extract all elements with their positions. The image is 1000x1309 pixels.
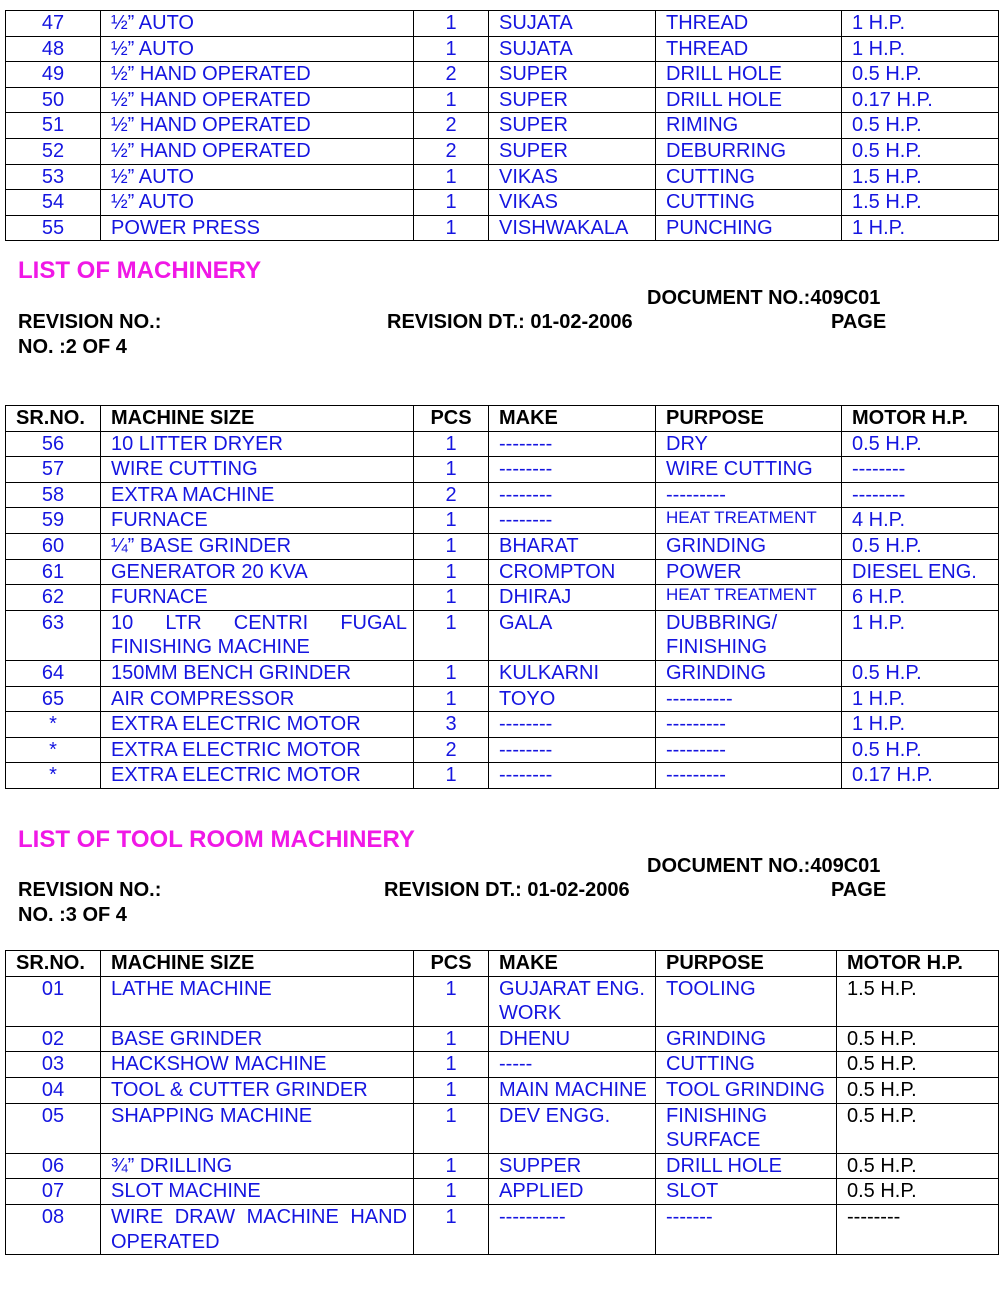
machinery-table-continued xyxy=(5,10,999,241)
cell-motor-hp: 1 H.P. xyxy=(842,712,999,738)
cell-motor-hp: 0.5 H.P. xyxy=(837,1179,999,1205)
page-label: PAGE xyxy=(831,879,887,901)
cell-motor-hp: -------- xyxy=(842,482,999,508)
cell-purpose: FINISHING SURFACE xyxy=(656,1103,837,1153)
cell-motor-hp: 0.5 H.P. xyxy=(837,1077,999,1103)
cell-make: GALA xyxy=(489,610,656,660)
cell-purpose: GRINDING xyxy=(656,1026,837,1052)
cell-sr-no: 65 xyxy=(6,686,101,712)
cell-sr-no: 64 xyxy=(6,660,101,686)
header-purpose: PURPOSE xyxy=(656,951,837,977)
cell-make: GUJARAT ENG. WORK xyxy=(489,976,656,1026)
cell-pcs: 1 xyxy=(414,1204,489,1254)
cell-motor-hp: -------- xyxy=(842,457,999,483)
cell-pcs: 1 xyxy=(414,215,489,241)
table-row xyxy=(6,737,999,763)
cell-make: SUPER xyxy=(489,87,656,113)
cell-pcs: 2 xyxy=(414,62,489,88)
cell-purpose: THREAD xyxy=(656,36,842,62)
header-pcs: PCS xyxy=(414,406,489,432)
cell-machine-size: AIR COMPRESSOR xyxy=(101,686,414,712)
section-title-tool-room: LIST OF TOOL ROOM MACHINERY xyxy=(18,826,415,853)
cell-pcs: 2 xyxy=(414,737,489,763)
cell-motor-hp: 0.17 H.P. xyxy=(842,763,999,789)
cell-motor-hp: 0.5 H.P. xyxy=(842,431,999,457)
cell-machine-size: ¾” DRILLING xyxy=(101,1153,414,1179)
cell-pcs: 1 xyxy=(414,686,489,712)
cell-pcs: 1 xyxy=(414,190,489,216)
cell-machine-size: ½” AUTO xyxy=(101,36,414,62)
cell-sr-no: 03 xyxy=(6,1052,101,1078)
cell-make: SUPER xyxy=(489,113,656,139)
revision-number: REVISION NO.: xyxy=(18,879,162,901)
cell-make: DEV ENGG. xyxy=(489,1103,656,1153)
cell-purpose: --------- xyxy=(656,763,842,789)
header-machine-size: MACHINE SIZE xyxy=(101,406,414,432)
cell-pcs: 1 xyxy=(414,1052,489,1078)
cell-sr-no: 07 xyxy=(6,1179,101,1205)
cell-make: APPLIED xyxy=(489,1179,656,1205)
cell-sr-no: 55 xyxy=(6,215,101,241)
cell-purpose: CUTTING xyxy=(656,1052,837,1078)
cell-sr-no: 51 xyxy=(6,113,101,139)
table-row xyxy=(6,585,999,611)
cell-make: -------- xyxy=(489,508,656,534)
cell-machine-size: ½” HAND OPERATED xyxy=(101,87,414,113)
cell-sr-no: 59 xyxy=(6,508,101,534)
cell-purpose: SLOT xyxy=(656,1179,837,1205)
header-sr-no: SR.NO. xyxy=(6,951,101,977)
cell-sr-no: 56 xyxy=(6,431,101,457)
cell-machine-size: BASE GRINDER xyxy=(101,1026,414,1052)
revision-number: REVISION NO.: xyxy=(18,311,162,333)
cell-sr-no: 53 xyxy=(6,164,101,190)
cell-purpose: GRINDING xyxy=(656,533,842,559)
table-row xyxy=(6,62,999,88)
table-row xyxy=(6,976,999,1026)
table-row xyxy=(6,1153,999,1179)
table-row xyxy=(6,190,999,216)
cell-make: SUJATA xyxy=(489,36,656,62)
cell-machine-size: EXTRA MACHINE xyxy=(101,482,414,508)
cell-machine-size: FURNACE xyxy=(101,585,414,611)
cell-machine-size: 10 LITTER DRYER xyxy=(101,431,414,457)
cell-sr-no: 47 xyxy=(6,11,101,37)
cell-sr-no: * xyxy=(6,737,101,763)
cell-pcs: 1 xyxy=(414,87,489,113)
cell-purpose: POWER xyxy=(656,559,842,585)
table-row xyxy=(6,87,999,113)
cell-make: SUPPER xyxy=(489,1153,656,1179)
cell-motor-hp: 1 H.P. xyxy=(842,610,999,660)
machinery-table xyxy=(5,405,999,789)
cell-sr-no: 05 xyxy=(6,1103,101,1153)
cell-motor-hp: DIESEL ENG. xyxy=(842,559,999,585)
header-purpose: PURPOSE xyxy=(656,406,842,432)
cell-sr-no: 04 xyxy=(6,1077,101,1103)
cell-make: VIKAS xyxy=(489,164,656,190)
header-pcs: PCS xyxy=(414,951,489,977)
cell-pcs: 2 xyxy=(414,113,489,139)
cell-sr-no: 48 xyxy=(6,36,101,62)
cell-sr-no: 01 xyxy=(6,976,101,1026)
header-motor-hp: MOTOR H.P. xyxy=(842,406,999,432)
cell-sr-no: 52 xyxy=(6,138,101,164)
table-row xyxy=(6,164,999,190)
cell-make: CROMPTON xyxy=(489,559,656,585)
cell-purpose: --------- xyxy=(656,737,842,763)
cell-motor-hp: 0.5 H.P. xyxy=(842,737,999,763)
cell-pcs: 2 xyxy=(414,482,489,508)
cell-machine-size: FURNACE xyxy=(101,508,414,534)
cell-sr-no: 62 xyxy=(6,585,101,611)
cell-purpose: PUNCHING xyxy=(656,215,842,241)
revision-date: REVISION DT.: 01-02-2006 xyxy=(384,879,630,901)
cell-pcs: 1 xyxy=(414,431,489,457)
cell-make: -------- xyxy=(489,737,656,763)
cell-motor-hp: 0.5 H.P. xyxy=(842,138,999,164)
cell-make: ---------- xyxy=(489,1204,656,1254)
cell-make: DHIRAJ xyxy=(489,585,656,611)
table-row xyxy=(6,1026,999,1052)
cell-sr-no: 57 xyxy=(6,457,101,483)
cell-motor-hp: 0.5 H.P. xyxy=(837,1103,999,1153)
table-header-row xyxy=(6,406,999,432)
document-number: DOCUMENT NO.:409C01 xyxy=(647,287,881,309)
cell-sr-no: 61 xyxy=(6,559,101,585)
header-machine-size: MACHINE SIZE xyxy=(101,951,414,977)
cell-make: -------- xyxy=(489,431,656,457)
cell-motor-hp: 1 H.P. xyxy=(842,215,999,241)
table-row xyxy=(6,11,999,37)
cell-machine-size: 150MM BENCH GRINDER xyxy=(101,660,414,686)
cell-machine-size: TOOL & CUTTER GRINDER xyxy=(101,1077,414,1103)
cell-make: -------- xyxy=(489,763,656,789)
cell-motor-hp: 1.5 H.P. xyxy=(842,164,999,190)
cell-purpose: TOOL GRINDING xyxy=(656,1077,837,1103)
header-sr-no: SR.NO. xyxy=(6,406,101,432)
cell-make: VISHWAKALA xyxy=(489,215,656,241)
table-row xyxy=(6,113,999,139)
table-row xyxy=(6,431,999,457)
document-number: DOCUMENT NO.:409C01 xyxy=(647,855,881,877)
revision-date: REVISION DT.: 01-02-2006 xyxy=(387,311,633,333)
cell-purpose: CUTTING xyxy=(656,164,842,190)
cell-machine-size: ½” HAND OPERATED xyxy=(101,138,414,164)
cell-motor-hp: 0.17 H.P. xyxy=(842,87,999,113)
cell-sr-no: 02 xyxy=(6,1026,101,1052)
cell-motor-hp: 0.5 H.P. xyxy=(837,1052,999,1078)
tool-room-table xyxy=(5,950,999,1255)
cell-motor-hp: 0.5 H.P. xyxy=(837,1026,999,1052)
table-row xyxy=(6,610,999,660)
cell-machine-size: ½” AUTO xyxy=(101,11,414,37)
cell-pcs: 1 xyxy=(414,660,489,686)
header-make: MAKE xyxy=(489,951,656,977)
cell-motor-hp: 1 H.P. xyxy=(842,686,999,712)
table-row xyxy=(6,508,999,534)
cell-purpose: ------- xyxy=(656,1204,837,1254)
cell-purpose: HEAT TREATMENT xyxy=(656,585,842,611)
cell-machine-size: ¼” BASE GRINDER xyxy=(101,533,414,559)
cell-motor-hp: 1.5 H.P. xyxy=(837,976,999,1026)
cell-purpose: DRILL HOLE xyxy=(656,87,842,113)
cell-motor-hp: 1 H.P. xyxy=(842,11,999,37)
cell-sr-no: 54 xyxy=(6,190,101,216)
cell-machine-size: ½” AUTO xyxy=(101,164,414,190)
cell-sr-no: * xyxy=(6,712,101,738)
cell-motor-hp: 4 H.P. xyxy=(842,508,999,534)
cell-purpose: DRILL HOLE xyxy=(656,1153,837,1179)
cell-motor-hp: 0.5 H.P. xyxy=(842,660,999,686)
header-motor-hp: MOTOR H.P. xyxy=(837,951,999,977)
cell-pcs: 1 xyxy=(414,1179,489,1205)
table-row xyxy=(6,660,999,686)
table-row xyxy=(6,1103,999,1153)
cell-sr-no: 08 xyxy=(6,1204,101,1254)
cell-make: TOYO xyxy=(489,686,656,712)
cell-pcs: 3 xyxy=(414,712,489,738)
cell-make: SUPER xyxy=(489,62,656,88)
table-row xyxy=(6,533,999,559)
cell-purpose: CUTTING xyxy=(656,190,842,216)
cell-machine-size: LATHE MACHINE xyxy=(101,976,414,1026)
section-title-machinery: LIST OF MACHINERY xyxy=(18,257,262,284)
cell-machine-size: WIRE DRAW MACHINE HAND OPERATED xyxy=(101,1204,414,1254)
page-label: PAGE xyxy=(831,311,887,333)
table-row xyxy=(6,482,999,508)
cell-purpose: DEBURRING xyxy=(656,138,842,164)
cell-pcs: 1 xyxy=(414,11,489,37)
table-row xyxy=(6,138,999,164)
table-row xyxy=(6,1204,999,1254)
cell-pcs: 1 xyxy=(414,36,489,62)
table-row xyxy=(6,1052,999,1078)
table-row xyxy=(6,215,999,241)
cell-pcs: 2 xyxy=(414,138,489,164)
cell-sr-no: * xyxy=(6,763,101,789)
cell-motor-hp: 1 H.P. xyxy=(842,36,999,62)
cell-motor-hp: -------- xyxy=(837,1204,999,1254)
cell-pcs: 1 xyxy=(414,585,489,611)
table-row xyxy=(6,1077,999,1103)
cell-sr-no: 60 xyxy=(6,533,101,559)
cell-machine-size: WIRE CUTTING xyxy=(101,457,414,483)
cell-purpose: GRINDING xyxy=(656,660,842,686)
cell-machine-size: POWER PRESS xyxy=(101,215,414,241)
cell-purpose: RIMING xyxy=(656,113,842,139)
cell-motor-hp: 6 H.P. xyxy=(842,585,999,611)
cell-purpose: DRY xyxy=(656,431,842,457)
cell-pcs: 1 xyxy=(414,1026,489,1052)
cell-make: BHARAT xyxy=(489,533,656,559)
cell-sr-no: 58 xyxy=(6,482,101,508)
cell-machine-size: EXTRA ELECTRIC MOTOR xyxy=(101,737,414,763)
table-row xyxy=(6,36,999,62)
cell-purpose: HEAT TREATMENT xyxy=(656,508,842,534)
cell-make: MAIN MACHINE xyxy=(489,1077,656,1103)
cell-machine-size: EXTRA ELECTRIC MOTOR xyxy=(101,763,414,789)
table-header-row xyxy=(6,951,999,977)
cell-make: DHENU xyxy=(489,1026,656,1052)
cell-purpose: WIRE CUTTING xyxy=(656,457,842,483)
cell-pcs: 1 xyxy=(414,559,489,585)
cell-purpose: ---------- xyxy=(656,686,842,712)
cell-motor-hp: 0.5 H.P. xyxy=(842,533,999,559)
cell-pcs: 1 xyxy=(414,164,489,190)
page-number: NO. :3 OF 4 xyxy=(18,904,127,926)
cell-pcs: 1 xyxy=(414,533,489,559)
cell-machine-size: ½” HAND OPERATED xyxy=(101,113,414,139)
cell-pcs: 1 xyxy=(414,1153,489,1179)
page-number: NO. :2 OF 4 xyxy=(18,336,127,358)
cell-sr-no: 50 xyxy=(6,87,101,113)
cell-machine-size: SLOT MACHINE xyxy=(101,1179,414,1205)
cell-pcs: 1 xyxy=(414,508,489,534)
cell-pcs: 1 xyxy=(414,610,489,660)
cell-make: SUPER xyxy=(489,138,656,164)
cell-machine-size: 10 LTR CENTRI FUGAL FINISHING MACHINE xyxy=(101,610,414,660)
cell-make: SUJATA xyxy=(489,11,656,37)
cell-sr-no: 06 xyxy=(6,1153,101,1179)
cell-machine-size: ½” HAND OPERATED xyxy=(101,62,414,88)
cell-make: -------- xyxy=(489,482,656,508)
cell-purpose: --------- xyxy=(656,712,842,738)
cell-pcs: 1 xyxy=(414,976,489,1026)
cell-purpose: DUBBRING/ FINISHING xyxy=(656,610,842,660)
cell-purpose: THREAD xyxy=(656,11,842,37)
cell-machine-size: SHAPPING MACHINE xyxy=(101,1103,414,1153)
cell-pcs: 1 xyxy=(414,763,489,789)
cell-make: ----- xyxy=(489,1052,656,1078)
cell-purpose: DRILL HOLE xyxy=(656,62,842,88)
cell-pcs: 1 xyxy=(414,457,489,483)
cell-machine-size: GENERATOR 20 KVA xyxy=(101,559,414,585)
table-row xyxy=(6,763,999,789)
cell-sr-no: 49 xyxy=(6,62,101,88)
cell-machine-size: EXTRA ELECTRIC MOTOR xyxy=(101,712,414,738)
cell-sr-no: 63 xyxy=(6,610,101,660)
table-row xyxy=(6,1179,999,1205)
table-row xyxy=(6,686,999,712)
table-row xyxy=(6,559,999,585)
cell-pcs: 1 xyxy=(414,1077,489,1103)
cell-motor-hp: 0.5 H.P. xyxy=(842,62,999,88)
cell-machine-size: ½” AUTO xyxy=(101,190,414,216)
table-row xyxy=(6,457,999,483)
cell-motor-hp: 1.5 H.P. xyxy=(842,190,999,216)
cell-make: -------- xyxy=(489,712,656,738)
cell-machine-size: HACKSHOW MACHINE xyxy=(101,1052,414,1078)
header-make: MAKE xyxy=(489,406,656,432)
cell-motor-hp: 0.5 H.P. xyxy=(837,1153,999,1179)
cell-purpose: --------- xyxy=(656,482,842,508)
cell-purpose: TOOLING xyxy=(656,976,837,1026)
table-row xyxy=(6,712,999,738)
cell-make: -------- xyxy=(489,457,656,483)
cell-pcs: 1 xyxy=(414,1103,489,1153)
cell-make: VIKAS xyxy=(489,190,656,216)
cell-motor-hp: 0.5 H.P. xyxy=(842,113,999,139)
cell-make: KULKARNI xyxy=(489,660,656,686)
